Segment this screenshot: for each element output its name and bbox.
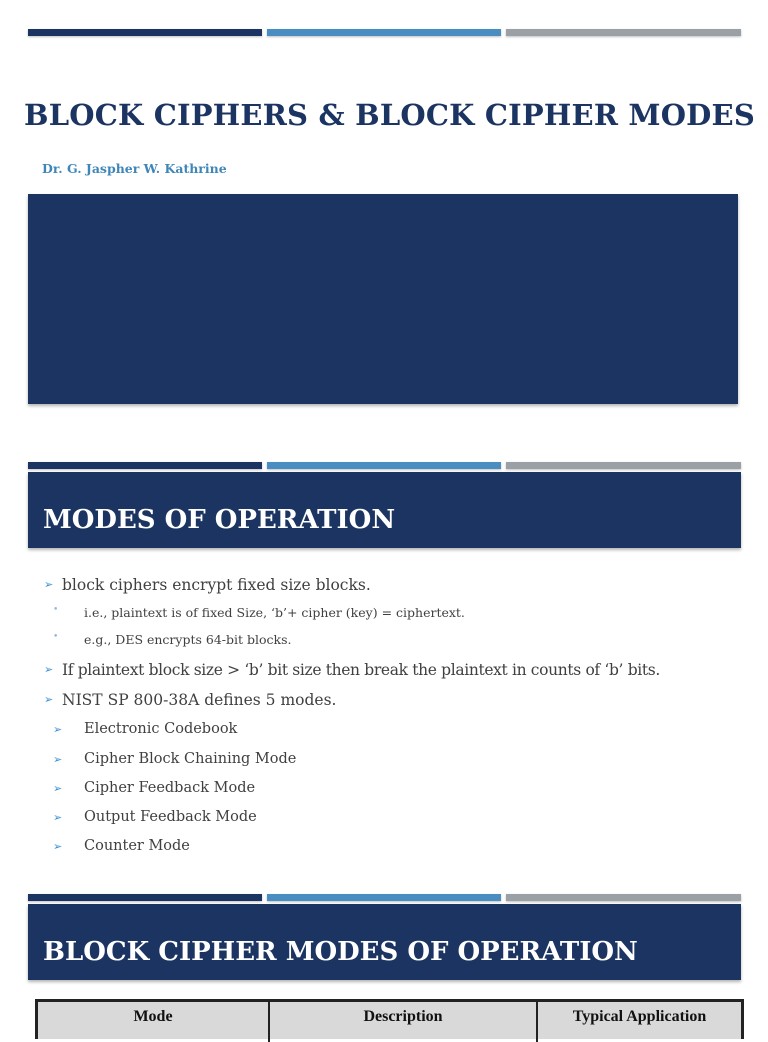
stripe-navy — [28, 462, 262, 469]
modes-table — [35, 999, 744, 1039]
arrow-bullet-icon: ➢ — [44, 578, 54, 591]
stripe-gray — [506, 462, 741, 469]
sub-bullet-item — [53, 605, 465, 620]
sub-bullet-item — [53, 721, 237, 737]
stripe-blue — [267, 29, 501, 36]
slide1-author: Dr. G. Jaspher W. Kathrine — [42, 161, 227, 176]
arrow-bullet-icon: ➢ — [53, 811, 63, 824]
bullet-text: block ciphers encrypt fixed size blocks. — [62, 576, 371, 594]
bullet-text: If plaintext block size > ‘b’ bit size then break the plaintext in counts of ‘b’ bits. — [62, 661, 660, 679]
bullet-text: Counter Mode — [84, 838, 190, 854]
sub-bullet-item — [53, 780, 255, 796]
sub-bullet-item — [53, 838, 190, 854]
arrow-bullet-icon: ➢ — [44, 663, 54, 676]
stripe-gray — [506, 894, 741, 901]
stripe-blue — [267, 462, 501, 469]
slide1-title: BLOCK CIPHERS & BLOCK CIPHER MODES — [24, 98, 755, 132]
bullet-item — [44, 691, 336, 709]
bullet-text: Output Feedback Mode — [84, 809, 257, 825]
stripe-navy — [28, 29, 262, 36]
slide2-accent-stripes — [28, 462, 741, 470]
stripe-navy — [28, 894, 262, 901]
bullet-text: Electronic Codebook — [84, 721, 238, 737]
slide3-accent-stripes — [28, 894, 741, 902]
arrow-bullet-icon: ➢ — [53, 723, 63, 736]
bullet-text: NIST SP 800-38A defines 5 modes. — [62, 691, 337, 709]
bullet-text: Cipher Feedback Mode — [84, 780, 256, 796]
sub-bullet-item — [53, 751, 296, 767]
bullet-text: e.g., DES encrypts 64-bit blocks. — [84, 632, 292, 647]
table-header-typical-application: Typical Application — [572, 1008, 707, 1025]
stripe-gray — [506, 29, 741, 36]
slide1-content-panel — [28, 194, 738, 404]
arrow-bullet-icon: ➢ — [53, 782, 63, 795]
dot-bullet-icon: • — [53, 605, 59, 615]
bullet-item — [44, 576, 371, 594]
slide1-accent-stripes — [28, 29, 741, 37]
sub-bullet-item — [53, 632, 292, 647]
slide3-title-banner — [28, 904, 741, 980]
bullet-text: Cipher Block Chaining Mode — [84, 751, 297, 767]
arrow-bullet-icon: ➢ — [53, 753, 63, 766]
arrow-bullet-icon: ➢ — [44, 693, 54, 706]
arrow-bullet-icon: ➢ — [53, 840, 63, 853]
dot-bullet-icon: • — [53, 632, 59, 642]
slide3-title: BLOCK CIPHER MODES OF OPERATION — [43, 937, 638, 967]
slide2-title-banner — [28, 472, 741, 548]
slide2-title: MODES OF OPERATION — [43, 505, 396, 535]
table-header-description: Description — [363, 1008, 443, 1025]
stripe-blue — [267, 894, 501, 901]
bullet-text: i.e., plaintext is of fixed Size, ‘b’+ cipher (key) = ciphertext. — [84, 605, 465, 620]
bullet-item — [44, 661, 660, 679]
sub-bullet-item — [53, 809, 257, 825]
table-header-mode: Mode — [133, 1008, 173, 1025]
